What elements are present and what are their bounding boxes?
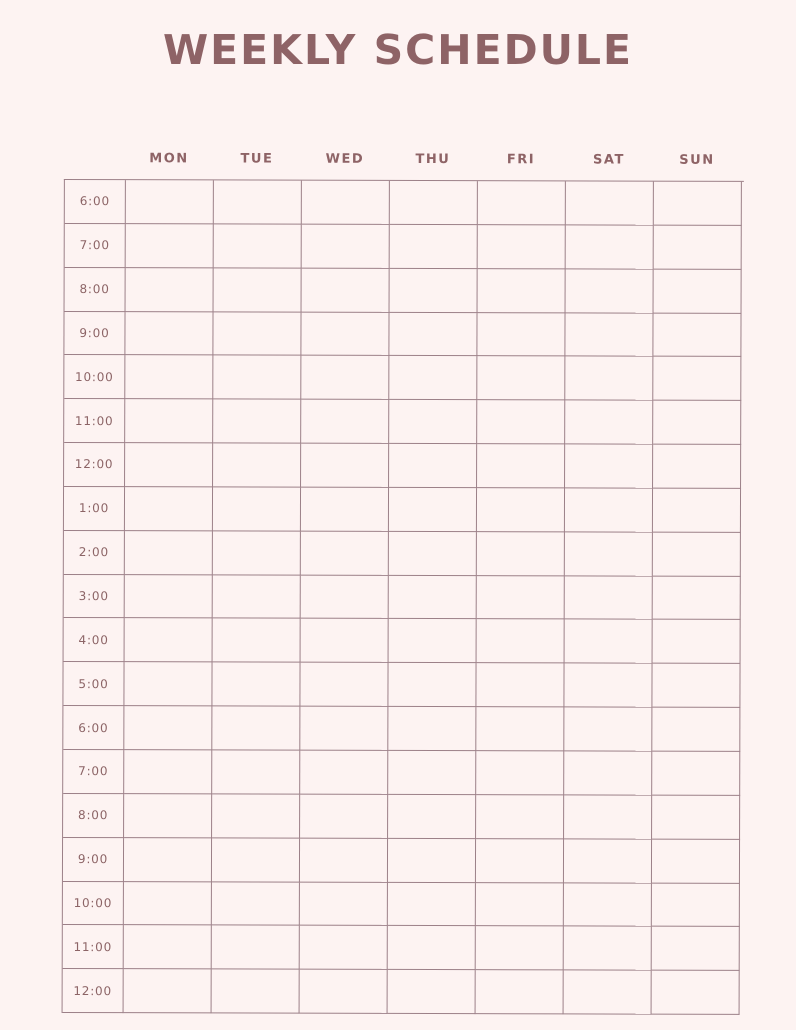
schedule-cell-thu[interactable] [388, 707, 476, 751]
time-label: 10:00 [63, 881, 124, 925]
schedule-cell-sat[interactable] [565, 313, 653, 357]
schedule-cell-sun[interactable] [652, 883, 740, 927]
schedule-cell-mon[interactable] [124, 882, 212, 926]
schedule-cell-fri[interactable] [477, 444, 565, 488]
schedule-cell-thu[interactable] [388, 970, 476, 1014]
schedule-cell-fri[interactable] [477, 357, 565, 401]
schedule-cell-mon[interactable] [125, 487, 213, 531]
schedule-cell-mon[interactable] [124, 794, 212, 838]
schedule-cell-fri[interactable] [476, 751, 564, 795]
schedule-cell-fri[interactable] [478, 181, 566, 225]
schedule-cell-sat[interactable] [565, 488, 653, 532]
schedule-cell-wed[interactable] [300, 882, 388, 926]
day-header-thu: THU [415, 151, 451, 168]
time-label: 9:00 [64, 312, 125, 356]
schedule-cell-tue[interactable] [213, 400, 301, 444]
schedule-grid [62, 179, 744, 1015]
schedule-cell-fri[interactable] [477, 620, 565, 664]
schedule-cell-sun[interactable] [652, 664, 740, 708]
schedule-cell-mon[interactable] [125, 399, 213, 443]
schedule-cell-sat[interactable] [564, 839, 652, 883]
schedule-cell-mon[interactable] [126, 268, 214, 312]
schedule-cell-thu[interactable] [389, 312, 477, 356]
schedule-cell-wed[interactable] [300, 794, 388, 838]
schedule-cell-thu[interactable] [389, 488, 477, 532]
schedule-cell-sat[interactable] [566, 269, 654, 313]
schedule-cell-mon[interactable] [126, 180, 214, 224]
time-label: 12:00 [64, 443, 125, 487]
schedule-cell-mon[interactable] [125, 531, 213, 575]
schedule-cell-sun[interactable] [653, 445, 741, 489]
page-title: WEEKLY SCHEDULE [162, 26, 634, 74]
schedule-cell-thu[interactable] [388, 839, 476, 883]
schedule-cell-sun[interactable] [653, 357, 741, 401]
schedule-cell-tue[interactable] [212, 707, 300, 751]
schedule-cell-sat[interactable] [566, 225, 654, 269]
schedule-cell-sat[interactable] [566, 181, 654, 225]
day-header-fri: FRI [506, 152, 536, 168]
schedule-cell-sun[interactable] [652, 839, 740, 883]
schedule-cell-tue[interactable] [212, 882, 300, 926]
schedule-cell-tue[interactable] [213, 312, 301, 356]
schedule-cell-sat[interactable] [564, 883, 652, 927]
time-label: 6:00 [63, 706, 124, 750]
time-label: 2:00 [64, 531, 125, 575]
time-label: 8:00 [63, 794, 124, 838]
time-label: 3:00 [64, 575, 125, 619]
schedule-cell-sat[interactable] [564, 927, 652, 971]
day-header-wed: WED [325, 151, 365, 167]
time-label: 12:00 [63, 969, 124, 1013]
schedule-cell-wed[interactable] [300, 926, 388, 970]
schedule-cell-mon[interactable] [125, 575, 213, 619]
schedule-cell-sun[interactable] [652, 795, 740, 839]
schedule-cell-sat[interactable] [565, 357, 653, 401]
schedule-cell-wed[interactable] [300, 838, 388, 882]
schedule-cell-thu[interactable] [390, 225, 478, 269]
time-label: 8:00 [65, 268, 126, 312]
schedule-cell-wed[interactable] [301, 488, 389, 532]
schedule-cell-mon[interactable] [124, 969, 212, 1013]
schedule-cell-sat[interactable] [564, 971, 652, 1015]
schedule-cell-fri[interactable] [478, 269, 566, 313]
schedule-cell-tue[interactable] [212, 663, 300, 707]
schedule-cell-mon[interactable] [126, 224, 214, 268]
schedule-cell-mon[interactable] [124, 926, 212, 970]
schedule-cell-wed[interactable] [300, 707, 388, 751]
schedule-cell-thu[interactable] [389, 444, 477, 488]
schedule-cell-tue[interactable] [212, 794, 300, 838]
schedule-cell-mon[interactable] [124, 838, 212, 882]
schedule-cell-thu[interactable] [389, 576, 477, 620]
schedule-cell-sun[interactable] [653, 313, 741, 357]
schedule-cell-sun[interactable] [653, 489, 741, 533]
time-label: 7:00 [63, 750, 124, 794]
schedule-cell-thu[interactable] [388, 795, 476, 839]
schedule-cell-tue[interactable] [213, 487, 301, 531]
schedule-cell-mon[interactable] [125, 619, 213, 663]
schedule-cell-fri[interactable] [476, 970, 564, 1014]
time-label: 5:00 [63, 662, 124, 706]
schedule-cell-wed[interactable] [302, 268, 390, 312]
schedule-cell-wed[interactable] [301, 356, 389, 400]
time-label: 4:00 [64, 618, 125, 662]
day-header-sat: SAT [593, 152, 625, 168]
schedule-cell-sun[interactable] [654, 269, 742, 313]
time-label: 10:00 [64, 355, 125, 399]
schedule-cell-wed[interactable] [302, 225, 390, 269]
schedule-cell-sun[interactable] [653, 576, 741, 620]
schedule-cell-tue[interactable] [212, 750, 300, 794]
time-label: 7:00 [65, 224, 126, 268]
schedule-cell-sat[interactable] [564, 751, 652, 795]
schedule-cell-wed[interactable] [301, 312, 389, 356]
schedule-cell-mon[interactable] [125, 443, 213, 487]
time-label: 11:00 [64, 399, 125, 443]
schedule-cell-sat[interactable] [565, 576, 653, 620]
schedule-cell-tue[interactable] [214, 268, 302, 312]
schedule-cell-mon[interactable] [125, 312, 213, 356]
schedule-cell-thu[interactable] [388, 663, 476, 707]
schedule-cell-wed[interactable] [301, 444, 389, 488]
day-header-tue: TUE [240, 151, 274, 167]
time-label: 9:00 [63, 838, 124, 882]
schedule-cell-sat[interactable] [564, 708, 652, 752]
schedule-cell-thu[interactable] [390, 269, 478, 313]
day-header-sun: SUN [679, 152, 715, 168]
schedule-cell-tue[interactable] [212, 926, 300, 970]
schedule-cell-wed[interactable] [301, 619, 389, 663]
schedule-cell-sun[interactable] [653, 620, 741, 664]
schedule-cell-sun[interactable] [654, 225, 742, 269]
schedule-cell-wed[interactable] [300, 751, 388, 795]
schedule-cell-thu[interactable] [389, 356, 477, 400]
schedule-cell-wed[interactable] [300, 970, 388, 1014]
schedule-cell-fri[interactable] [476, 707, 564, 751]
time-label: 6:00 [65, 180, 126, 224]
schedule-cell-thu[interactable] [388, 926, 476, 970]
schedule-cell-thu[interactable] [388, 882, 476, 926]
schedule-cell-sat[interactable] [564, 664, 652, 708]
schedule-cell-sat[interactable] [565, 532, 653, 576]
schedule-cell-thu[interactable] [390, 181, 478, 225]
day-header-mon: MON [149, 151, 189, 167]
schedule-cell-sun[interactable] [653, 532, 741, 576]
schedule-cell-wed[interactable] [301, 531, 389, 575]
schedule-cell-sun[interactable] [652, 927, 740, 971]
schedule-cell-wed[interactable] [301, 400, 389, 444]
time-label: 1:00 [64, 487, 125, 531]
schedule-cell-sun[interactable] [652, 971, 740, 1015]
schedule-cell-fri[interactable] [476, 663, 564, 707]
schedule-cell-tue[interactable] [213, 356, 301, 400]
schedule-cell-tue[interactable] [213, 575, 301, 619]
schedule-cell-mon[interactable] [124, 706, 212, 750]
schedule-cell-fri[interactable] [478, 225, 566, 269]
schedule-cell-sun[interactable] [652, 752, 740, 796]
time-label: 11:00 [63, 925, 124, 969]
schedule-cell-fri[interactable] [476, 926, 564, 970]
schedule-cell-fri[interactable] [477, 576, 565, 620]
schedule-cell-wed[interactable] [302, 181, 390, 225]
schedule-sheet [62, 141, 744, 1015]
schedule-cell-mon[interactable] [125, 356, 213, 400]
schedule-cell-sun[interactable] [654, 182, 742, 226]
schedule-cell-tue[interactable] [213, 619, 301, 663]
schedule-cell-fri[interactable] [476, 795, 564, 839]
schedule-cell-thu[interactable] [388, 751, 476, 795]
schedule-cell-thu[interactable] [389, 619, 477, 663]
schedule-cell-mon[interactable] [124, 662, 212, 706]
schedule-cell-tue[interactable] [214, 180, 302, 224]
schedule-cell-tue[interactable] [213, 531, 301, 575]
schedule-cell-fri[interactable] [476, 883, 564, 927]
schedule-cell-fri[interactable] [476, 839, 564, 883]
schedule-cell-sat[interactable] [565, 620, 653, 664]
schedule-cell-wed[interactable] [300, 663, 388, 707]
schedule-cell-sun[interactable] [652, 708, 740, 752]
schedule-cell-sat[interactable] [565, 444, 653, 488]
schedule-cell-mon[interactable] [124, 750, 212, 794]
schedule-cell-fri[interactable] [477, 532, 565, 576]
schedule-cell-sat[interactable] [564, 795, 652, 839]
schedule-cell-sat[interactable] [565, 401, 653, 445]
schedule-cell-sun[interactable] [653, 401, 741, 445]
schedule-cell-tue[interactable] [214, 224, 302, 268]
schedule-cell-thu[interactable] [389, 532, 477, 576]
schedule-cell-tue[interactable] [212, 970, 300, 1014]
schedule-cell-fri[interactable] [477, 488, 565, 532]
schedule-cell-tue[interactable] [213, 443, 301, 487]
schedule-cell-wed[interactable] [301, 575, 389, 619]
schedule-cell-fri[interactable] [477, 400, 565, 444]
day-header-row [125, 141, 744, 181]
schedule-cell-fri[interactable] [477, 313, 565, 357]
schedule-cell-thu[interactable] [389, 400, 477, 444]
schedule-cell-tue[interactable] [212, 838, 300, 882]
